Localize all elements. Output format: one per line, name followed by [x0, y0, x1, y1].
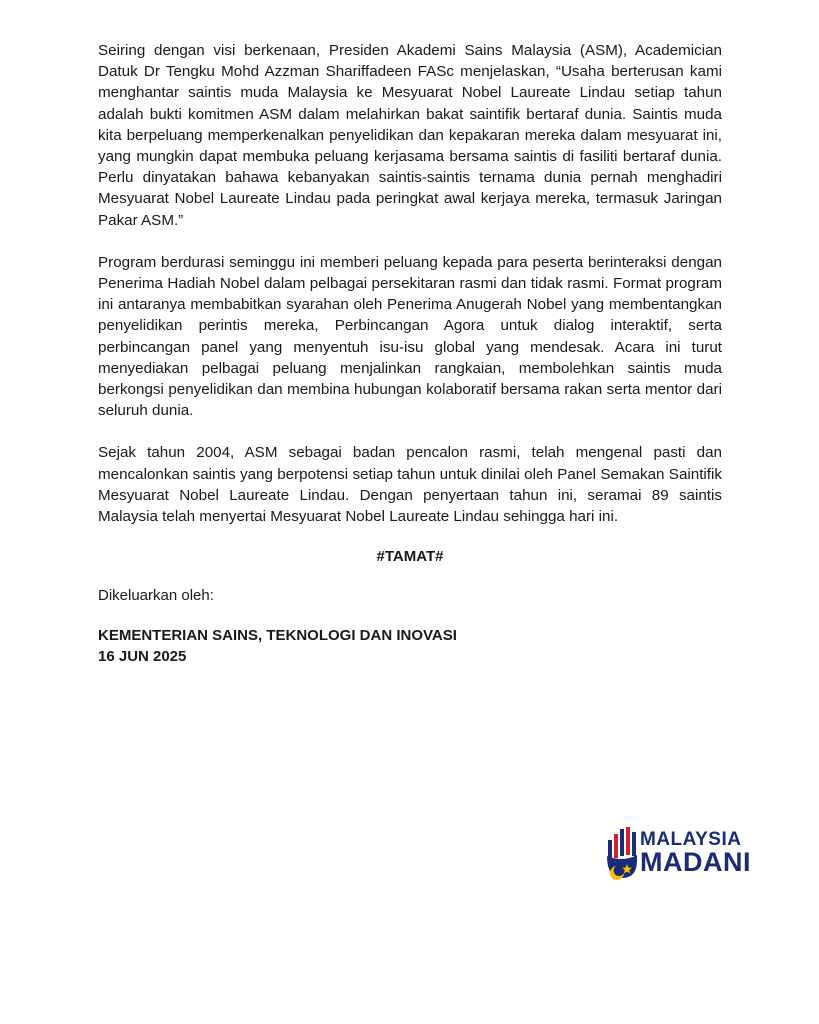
paragraph-2: Program berdurasi seminggu ini memberi peluang kepada para peserta berinteraksi dengan Penerima Hadiah Nobel dalam pelbagai persekitaran rasmi dan tidak rasmi. Format program ini antaranya membabitkan syarahan oleh Penerima Anugerah Nobel yang membentangkan penyelidikan perintis mereka, Perbincangan Agora untuk dialog interaktif, serta perbincangan panel yang menyentuh isu-isu global yang mendesak. Acara ini turut menyediakan pelbagai peluang menjalinkan rangkaian, membolehkan saintis muda berkongsi penyelidikan dan membina hubungan kolaboratif bersama rakan serta mentor dari seluruh dunia. [98, 253, 722, 420]
logo-line-2: MADANI [640, 847, 751, 877]
paragraph-3: Sejak tahun 2004, ASM sebagai badan pencalon rasmi, telah mengenal pasti dan mencalonkan saintis yang berpotensi setiap tahun untuk dinilai oleh Panel Semakan Saintifik Mesyuarat Nobel Laureate Lindau. Dengan penyertaan tahun ini, seramai 89 saintis Malaysia telah menyertai Mesyuarat Nobel Laureate Lindau sehingga hari ini. [98, 444, 722, 526]
malaysia-madani-logo [606, 826, 751, 880]
end-marker: #TAMAT# [376, 548, 444, 566]
press-release-body [98, 40, 722, 667]
release-date: 16 JUN 2025 [98, 648, 187, 666]
issuer-name: KEMENTERIAN SAINS, TEKNOLOGI DAN INOVASI [98, 627, 457, 645]
paragraph-1: Seiring dengan visi berkenaan, Presiden Akademi Sains Malaysia (ASM), Academician Datuk Dr Tengku Mohd Azzman Shariffadeen FASc menjelaskan, “Usaha berterusan kami menghantar saintis muda Malaysia ke Mesyuarat Nobel Laureate Lindau setiap tahun adalah bukti komitmen ASM dalam melahirkan bakat saintifik bertaraf dunia. Saintis muda kita berpeluang memperkenalkan penyelidikan dan kepakaran mereka dalam mesyuarat ini, yang mungkin dapat membuka peluang kerjasama bersama saintis di fasiliti bertaraf dunia. Perlu dinyatakan bahawa kebanyakan saintis-saintis ternama dunia pernah menghadiri Mesyuarat Nobel Laureate Lindau pada peringkat awal kerjaya mereka, termasuk Jaringan Pakar ASM.” [98, 42, 722, 229]
malaysia-madani-emblem-icon [606, 826, 640, 880]
logo-line-1: MALAYSIA [640, 829, 742, 850]
issued-by-label: Dikeluarkan oleh: [98, 587, 214, 605]
